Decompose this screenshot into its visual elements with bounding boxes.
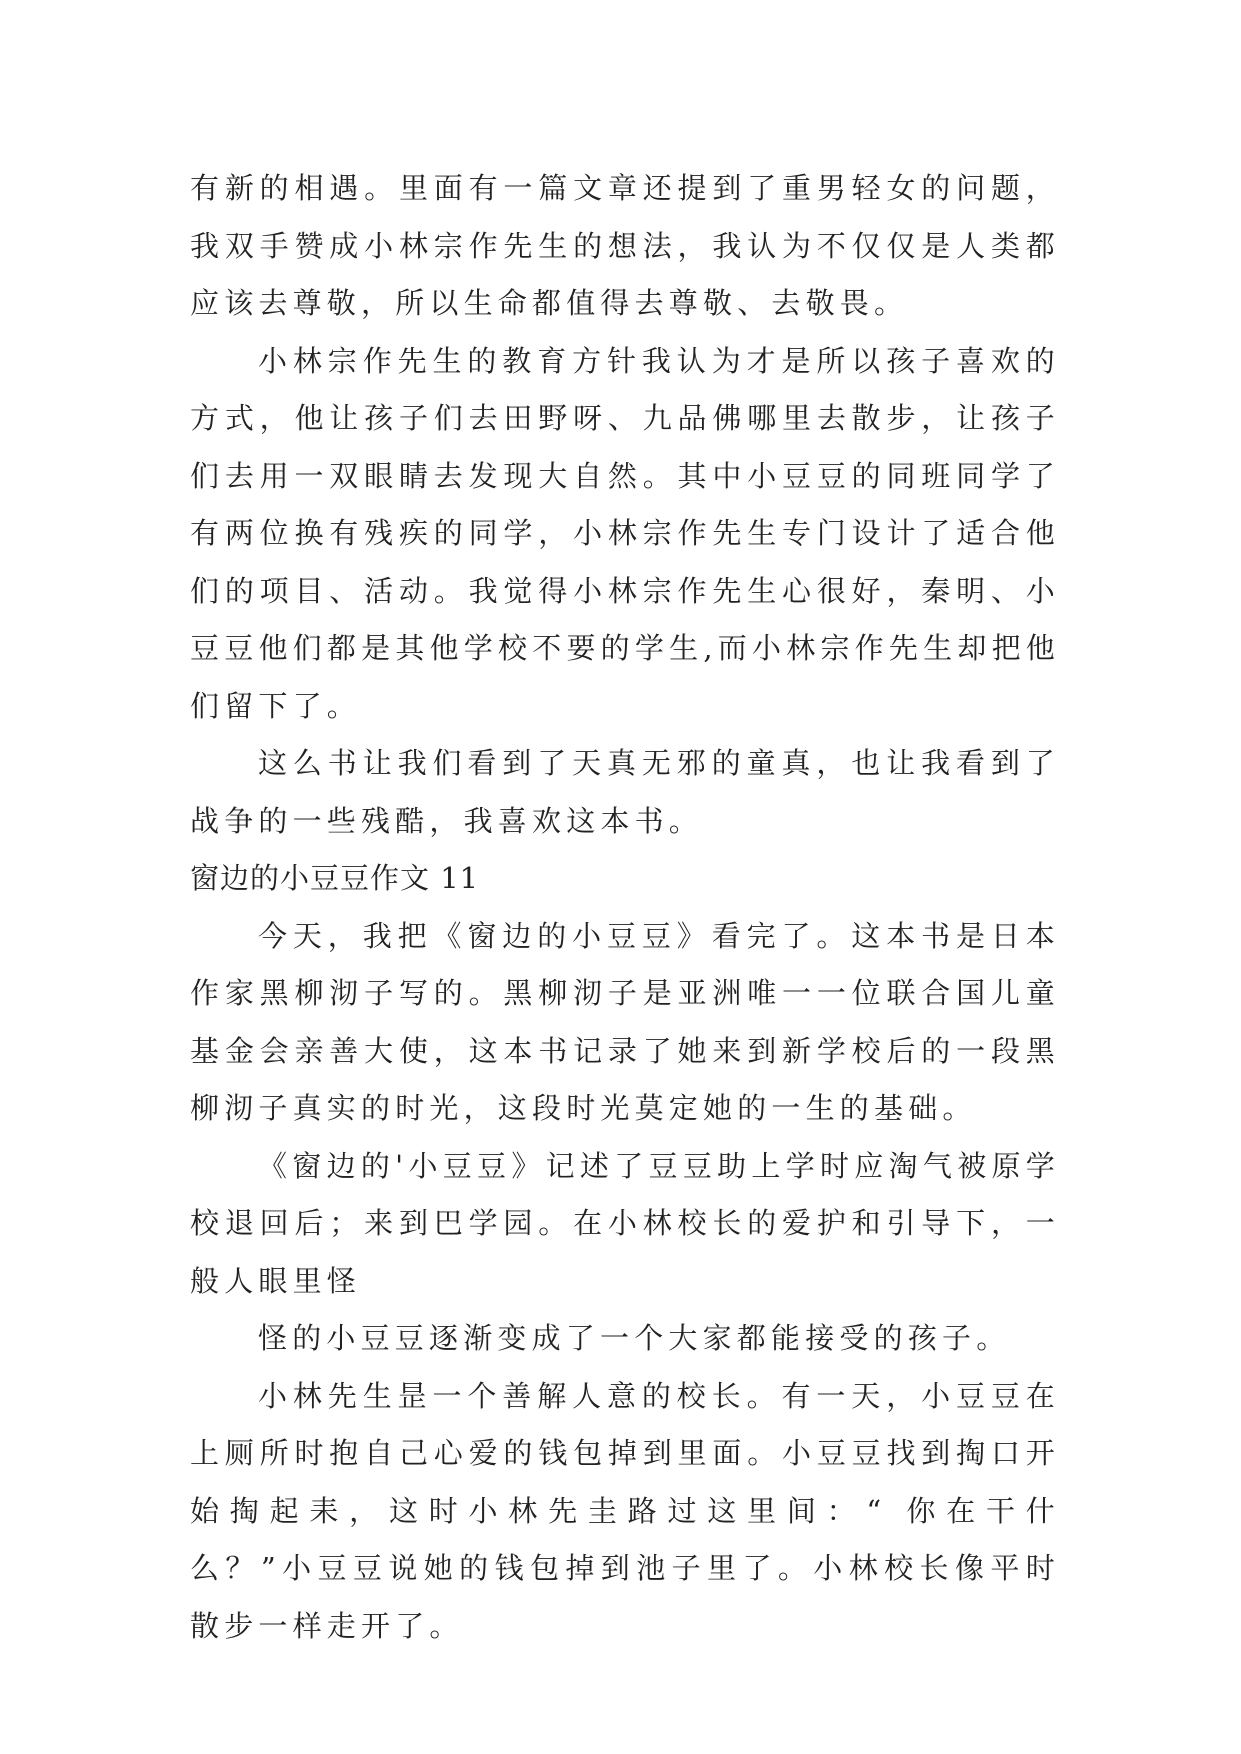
paragraph-book-conclusion: 这么书让我们看到了天真无邪的童真，也让我看到了战争的一些残酷，我喜欢这本书。: [190, 746, 1060, 838]
essay-heading: 窗边的小豆豆作文 11: [190, 861, 480, 895]
paragraph-book-summary: 《窗边的'小豆豆》记述了豆豆助上学时应淘气被原学校退回后；来到巴学园。在小林校长的爱护和引导下，一般人眼里怪: [190, 1148, 1060, 1298]
paragraph-wallet-story: 小林先生昰一个善解人意的校长。有一天，小豆豆在上厕所时抱自己心爱的钱包掉到里面。小豆豆找到掏口开始掏起耒，这时小林先圭路过这里间：“ 你在干什么？”小豆豆说她的钱包掉到池子里了。小林校长像平时散步一样走开了。: [190, 1378, 1060, 1643]
paragraph-education-policy: 小林宗作先生的教育方针我认为才是所以孩子喜欢的方式，他让孩子们去田野呀、九品佛哪里去散步，让孩子们去用一双眼睛去发现大自然。其中小豆豆的同班同学了有两位换有残疾的同学，小林宗作先生专门设计了适合他们的项目、活动。我觉得小林宗作先生心很好，秦明、小豆豆他们都是其他学校不要的学生,而小林宗作先生却把他们留下了。: [190, 343, 1060, 723]
paragraph-respect-life: 有新的相遇。里面有一篇文章还提到了重男轻女的问题，我双手赞成小林宗作先生的想法，我认为不仅仅是人类都应该去尊敬，所以生命都值得去尊敬、去敬畏。: [190, 171, 1060, 320]
paragraph-finished-book: 今天，我把《窗边的小豆豆》看完了。这本书是日本作家黑柳沏子写的。黑柳沏子是亚洲唯一一位联合国儿童基金会亲善大使，这本书记录了她来到新学校后的一段黑柳沏子真实的时光，这段时光莫定她的一生的基础。: [190, 918, 1060, 1125]
paragraph-accepted-child: 怪的小豆豆逐渐变成了一个大家都能接受的孩子。: [258, 1321, 1011, 1355]
document-body: [190, 160, 1060, 1655]
